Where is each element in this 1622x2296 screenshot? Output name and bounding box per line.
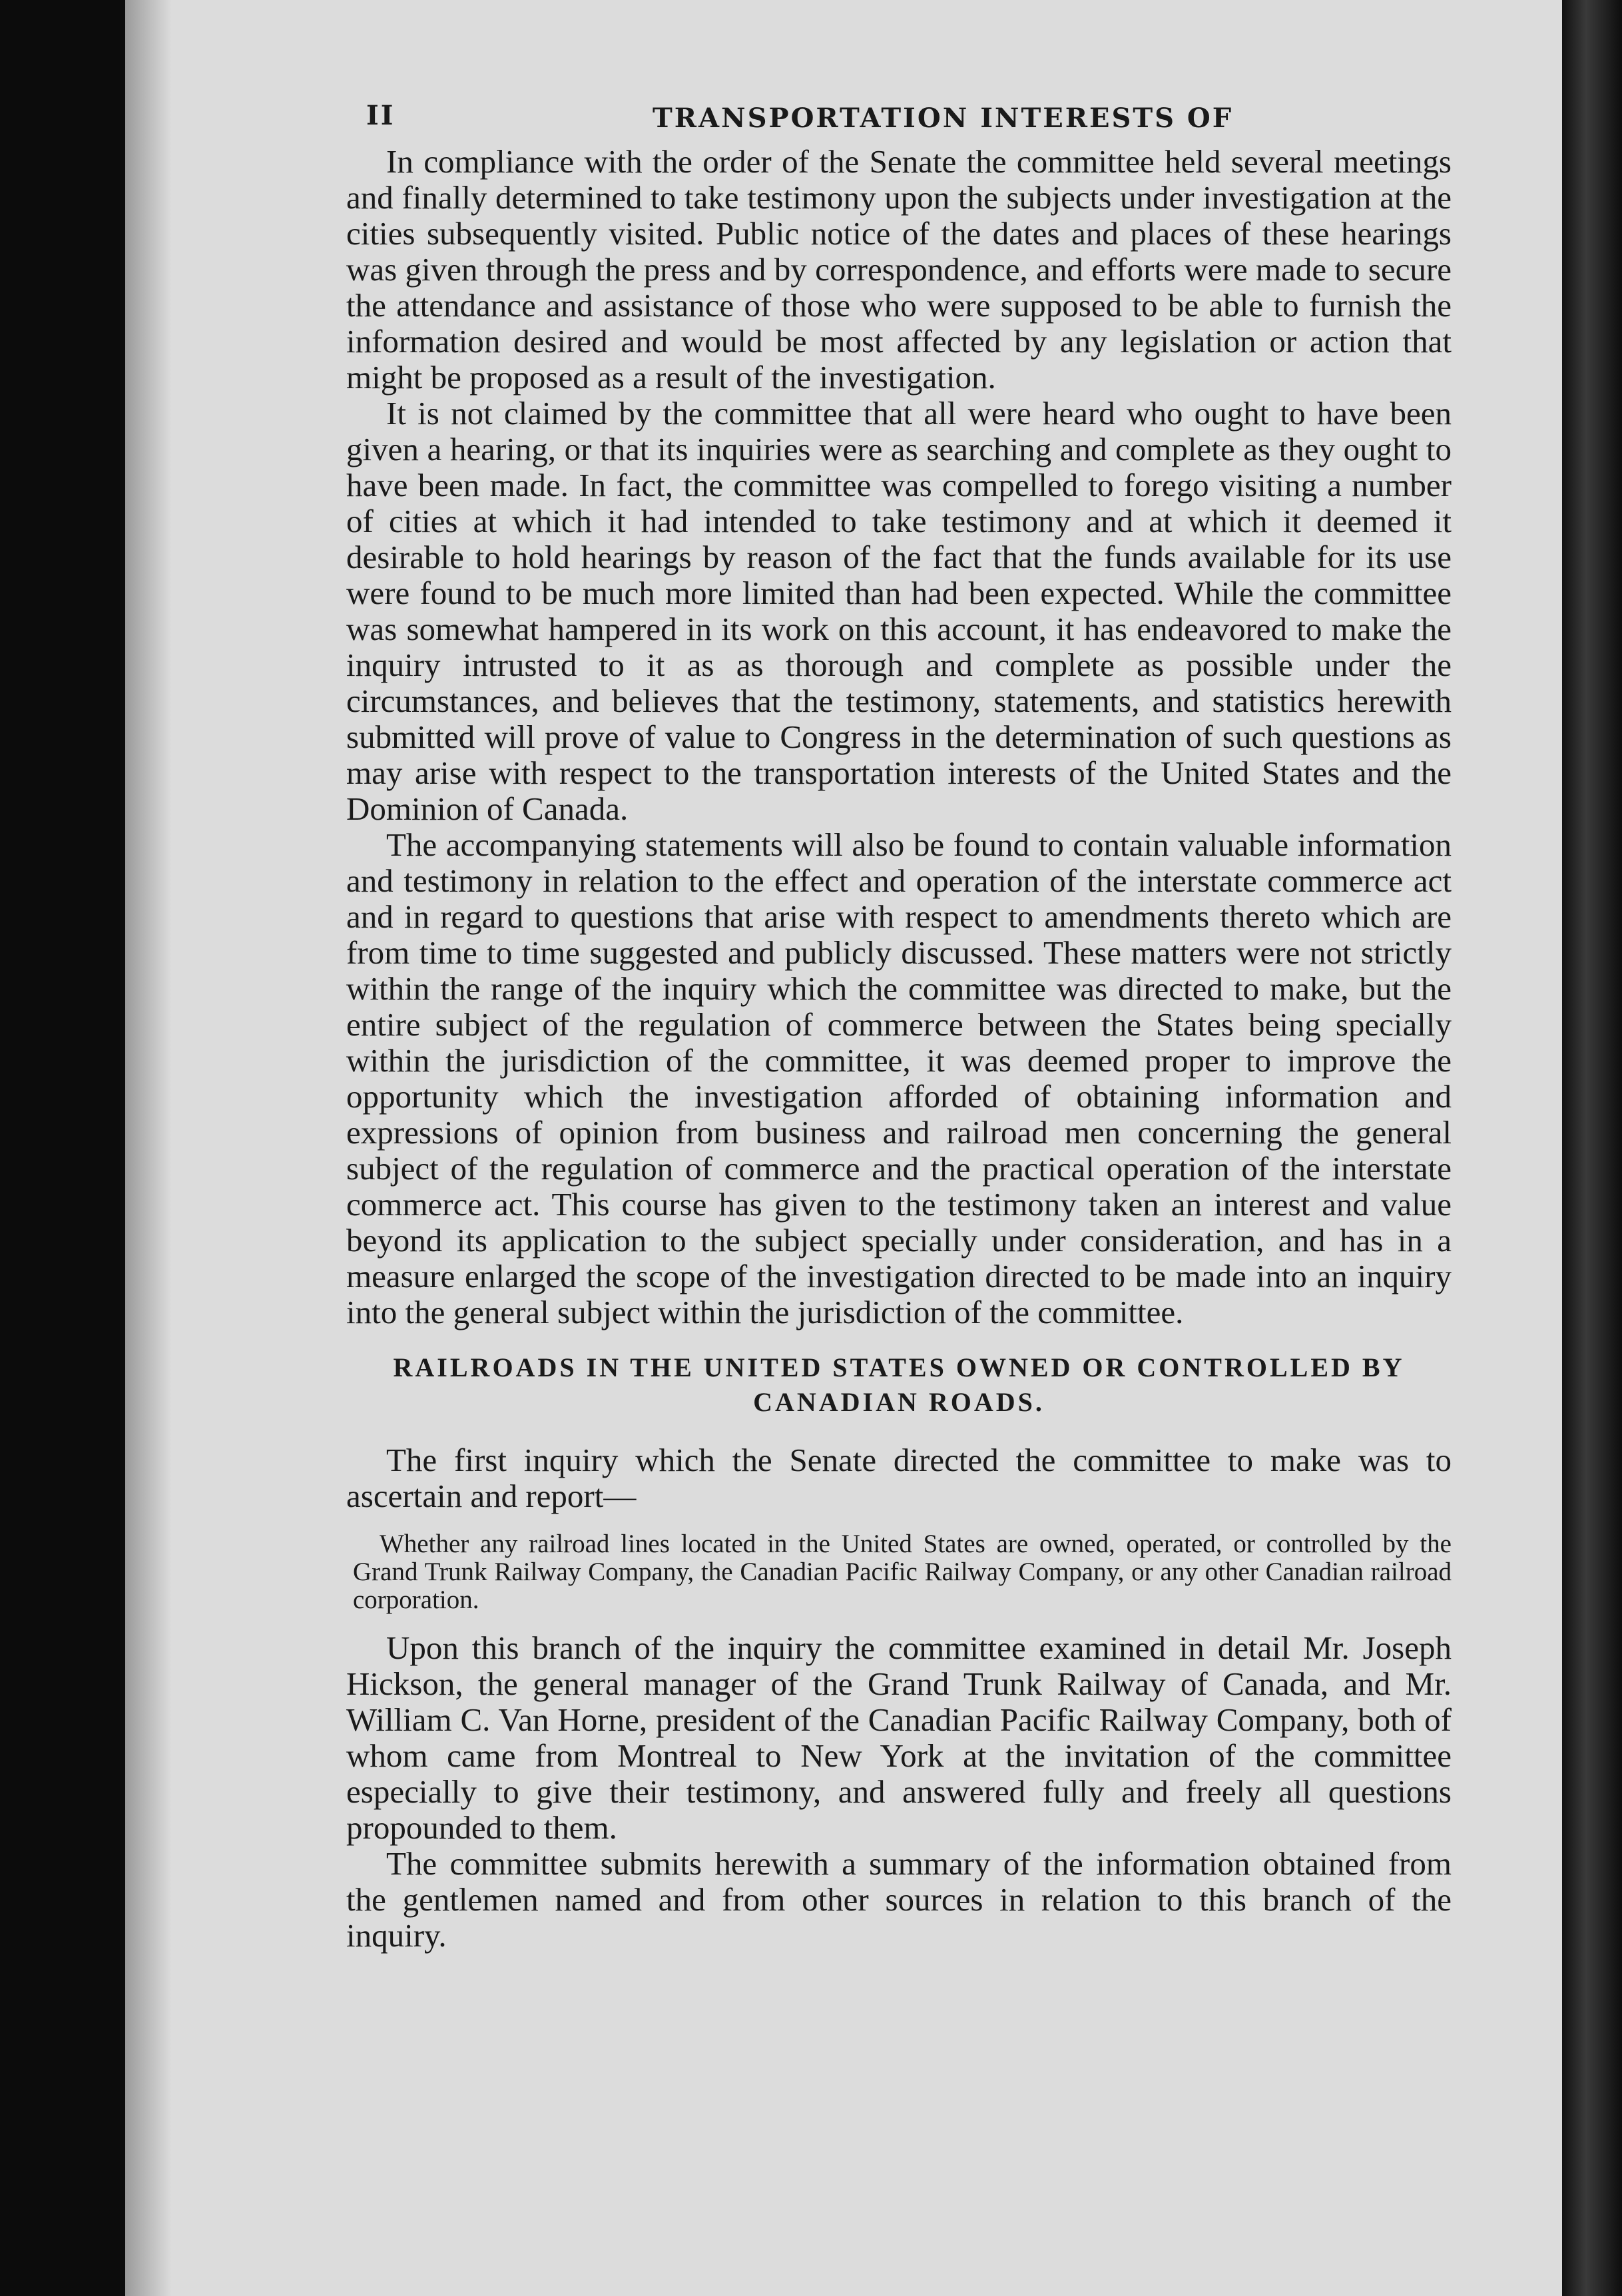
paragraph-3: The accompanying statements will also be found to contain valuable information and testimony in relation to the effect and operation of the interstate commerce act and in regard to questions that arise with respect to amendments thereto which are from time to time suggested and publicly discussed. These matters were not strictly within the range of the inquiry which the committee was directed to make, but the entire subject of the regulation of commerce between the States being specially within the jurisdiction of the committee, it was deemed proper to improve the opportunity which the investigation afforded of obtaining information and expressions of opinion from business and railroad men concerning the general subject of the regulation of commerce and the practical operation of the interstate commerce act. This course has given to the testimony taken an interest and value beyond its application to the subject specially under consideration, and has in a measure enlarged the scope of the investigation directed to be made into an inquiry into the general subject within the jurisdiction of the committee. [346,826,1452,1330]
section-paragraph-2: The committee submits herewith a summary of the information obtained from the gentlemen named and from other sources in relation to this branch of the inquiry. [346,1845,1452,1954]
running-header [346,100,1452,140]
running-title: TRANSPORTATION INTERESTS OF [653,103,1234,134]
page-number: II [366,100,396,131]
paragraph-2: It is not claimed by the committee that all were heard who ought to have been given a hearing, or that its inquiries were as searching and complete as they ought to have been made. In fact, the committee was compelled to forego visiting a number of cities at which it had intended to take testimony and at which it deemed it desirable to hold hearings by reason of the fact that the funds available for its use were found to be much more limited than had been expected. While the committee was somewhat hampered in its work on this account, it has endeavored to make the inquiry intrusted to it as as thorough and complete as possible under the circumstances, and believes that the testimony, statements, and statistics herewith submitted will prove of value to Congress in the determination of such questions as may arise with respect to the transportation interests of the United States and the Dominion of Canada. [346,395,1452,827]
page-content [346,100,1452,1954]
paragraph-1: In compliance with the order of the Senate the committee held several meetings and finally determined to take testimony upon the subjects under investigation at the cities subsequently visited. Public notice of the dates and places of these hearings was given through the press and by correspondence, and efforts were made to secure the attendance and assistance of those who were supposed to be able to furnish the information desired and would be most affected by any legislation or action that might be proposed as a result of the investigation. [346,143,1452,396]
book-binding [1562,0,1622,2296]
section-paragraph-1: Upon this branch of the inquiry the committee examined in detail Mr. Joseph Hickson, the general manager of the Grand Trunk Railway of Canada, and Mr. William C. Van Horne, president of the Canadian Pacific Railway Company, both of whom came from Montreal to New York at the invitation of the committee especially to give their testimony, and answered fully and freely all questions propounded to them. [346,1629,1452,1846]
section-heading: RAILROADS IN THE UNITED STATES OWNED OR CONTROLLED BY CANADIAN ROADS. [393,1352,1405,1417]
section-intro: The first inquiry which the Senate directed the committee to make was to ascertain and report— [346,1442,1452,1514]
page-edge-shadow [125,0,172,2296]
quoted-resolution: Whether any railroad lines located in the United States are owned, operated, or controlled by the Grand Trunk Railway Company, the Canadian Pacific Railway Company, or any other Canadian railroad corporation. [353,1530,1452,1614]
